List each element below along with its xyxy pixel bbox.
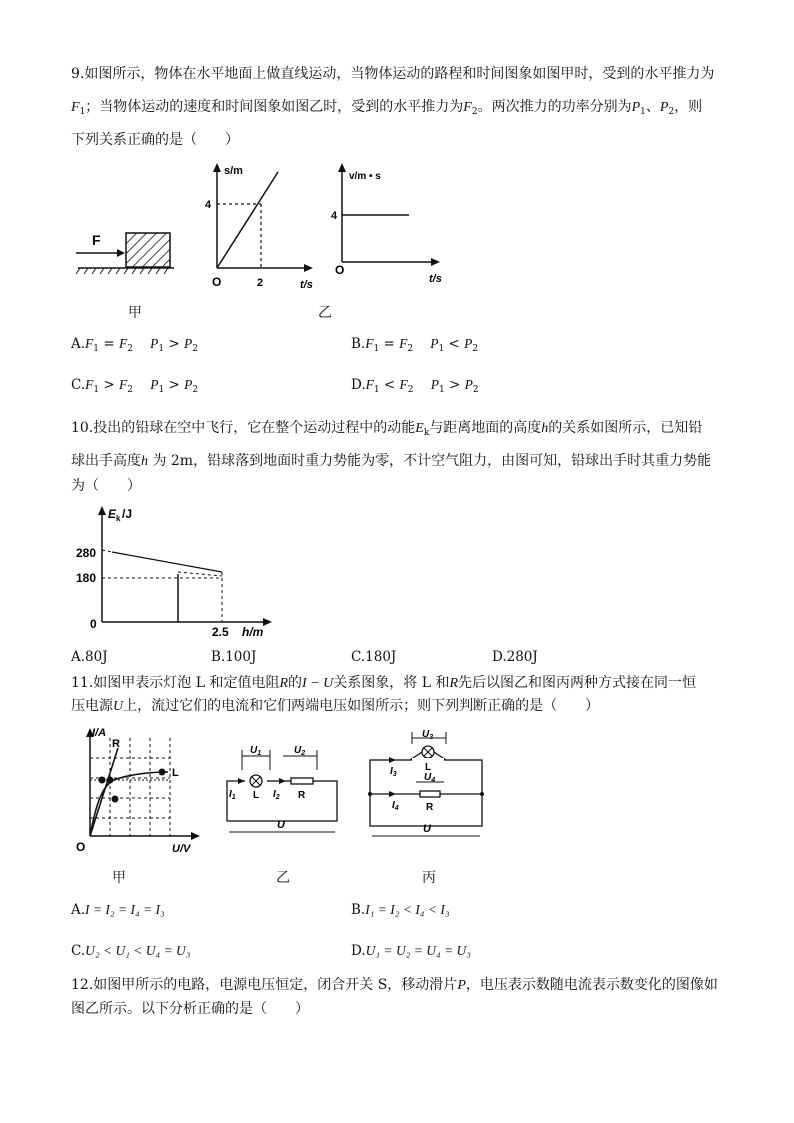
q9b-s3: 1 — [438, 344, 445, 354]
q11-option-d[interactable] — [351, 942, 471, 960]
parallel-arrow-mid — [389, 791, 396, 797]
vt-xlabel: t/s — [429, 273, 442, 285]
q11-IU: I − U — [302, 676, 334, 691]
q9-stem-line3: 下列关系正确的是（ ） — [71, 132, 239, 148]
vt-origin: O — [335, 263, 345, 277]
iu-ylabel: I/A — [92, 727, 107, 739]
q12-stem-line2: 图乙所示。以下分析正确的是（ ） — [71, 1001, 309, 1017]
q9b-P2: P — [464, 336, 473, 351]
q9d-rel1: < — [383, 377, 396, 393]
series-U1-t: U — [250, 745, 258, 756]
q11-option-b-letter: B. — [351, 902, 366, 918]
q9-sep: 、 — [645, 99, 660, 115]
q11-line1c: 关系图象，将 L 和 — [333, 675, 450, 691]
q11-option-d-text: U₁ = U₂ = U₄ = U₃ — [365, 943, 471, 958]
q10-h: h — [541, 421, 549, 436]
q9-caption-yi: 乙 — [318, 305, 332, 321]
q10-option-d[interactable]: D.280J — [492, 649, 538, 665]
q12-line1a: 12.如图甲所示的电路，电源电压恒定，闭合开关 S，移动滑片 — [71, 977, 458, 993]
st-y4: 4 — [205, 199, 212, 211]
ekh-y-arrow — [98, 506, 106, 515]
q10-option-c[interactable]: C.180J — [351, 649, 397, 665]
q9-sym-sub2: 2 — [471, 107, 478, 117]
q10-line1c: 的关系如图所示，已知铅 — [548, 420, 703, 436]
vt-x-arrow — [431, 258, 440, 266]
q9c-s1: 1 — [93, 385, 100, 395]
q9a-F1: F — [85, 336, 94, 351]
q9-stem-line2c: ，则 — [674, 99, 703, 115]
q9-force-label: F — [92, 232, 101, 248]
ekh-ylabel-unit: /J — [122, 507, 133, 521]
q10-ek-h-graph — [70, 502, 280, 642]
q12-stem-line1 — [71, 975, 718, 996]
q9-option-d-letter: D. — [351, 377, 366, 393]
st-x-arrow — [304, 264, 313, 272]
q11-option-b-text: I₁ = I₂ < I₄ < I₃ — [365, 902, 450, 917]
q9d-F1: F — [365, 377, 374, 392]
parallel-U: U — [423, 823, 431, 835]
q9b-s4: 2 — [472, 344, 479, 354]
q9d-s1: 1 — [373, 385, 380, 395]
q9a-s1: 1 — [93, 344, 100, 354]
iu-R-label: R — [112, 738, 120, 750]
st-ylabel: s/m — [224, 165, 243, 177]
q9b-P1: P — [430, 336, 439, 351]
parallel-I3-s: 3 — [392, 771, 397, 778]
q9-stem-line1: 9.如图所示，物体在水平地面上做直线运动，当物体运动的路程和时间图象如图甲时，受到的水平推力为 — [71, 66, 715, 82]
iu-point-4 — [159, 769, 166, 776]
ekh-seg2 — [178, 572, 222, 576]
series-U2-s: 2 — [301, 750, 306, 757]
series-I2 — [273, 789, 280, 801]
q9-sym-F2: F — [463, 100, 472, 115]
st-xlabel: t/s — [300, 279, 313, 291]
ekh-y280: 280 — [76, 546, 97, 560]
q9-sym-P2: P — [659, 100, 669, 115]
ekh-line — [112, 552, 222, 572]
parallel-I4 — [392, 800, 399, 812]
q11-line1a: 11.如图甲表示灯泡 L 和定值电阻 — [71, 675, 280, 691]
parallel-junction-left — [368, 792, 372, 796]
q11-line1b: 的 — [288, 675, 303, 691]
iu-L-label: L — [172, 767, 179, 779]
q9c-P1: P — [150, 377, 159, 392]
q9b-F1: F — [365, 336, 374, 351]
q9a-P2: P — [183, 336, 193, 351]
vt-ylabel: v/m • s — [349, 171, 381, 182]
q11-option-c[interactable] — [71, 942, 191, 960]
series-R: R — [298, 790, 306, 801]
q9-stem-line2 — [71, 97, 702, 122]
series-I1 — [229, 789, 236, 801]
parallel-I4-t: I — [392, 800, 395, 811]
series-I1-t: I — [229, 789, 232, 800]
q9-option-a[interactable] — [71, 335, 198, 358]
iu-point-2 — [107, 777, 114, 784]
series-I1-s: 1 — [231, 794, 236, 801]
q10-stem-line2 — [71, 451, 711, 472]
q9a-P1: P — [150, 336, 159, 351]
ekh-280-dash — [102, 550, 112, 552]
q9-sym-F: F — [71, 100, 80, 115]
iu-point-3 — [112, 796, 119, 803]
series-resistor — [291, 778, 313, 784]
q12-line1b: ，电压表示数随电流表示数变化的图像如 — [465, 977, 718, 993]
q9b-rel1: = — [383, 336, 395, 352]
st-x2: 2 — [257, 277, 264, 289]
parallel-arrow-top — [389, 757, 396, 763]
parallel-L: L — [425, 762, 432, 773]
parallel-U4 — [424, 772, 435, 784]
q12-P: P — [457, 978, 466, 993]
q9-sym-sub: 1 — [79, 107, 86, 117]
q10-option-b[interactable]: B.100J — [211, 649, 257, 665]
ekh-ylabel-sub: k — [116, 514, 121, 523]
q11-option-b[interactable] — [351, 901, 450, 919]
q9b-s2: 2 — [407, 344, 414, 354]
vt-y-arrow — [338, 163, 346, 172]
parallel-I4-s: 4 — [394, 805, 399, 812]
q9c-s3: 1 — [158, 385, 165, 395]
q11-series-circuit — [225, 742, 345, 842]
q9d-rel2: > — [448, 377, 461, 393]
iu-xlabel: U/V — [172, 843, 191, 855]
iu-origin: O — [76, 840, 86, 854]
q9a-s3: 1 — [158, 344, 165, 354]
series-U1-s: 1 — [257, 750, 262, 757]
q11-line2b: 上，流过它们的电流和它们两端电压如图所示；则下列判断正确的是（ ） — [123, 698, 600, 714]
series-arrow2 — [279, 778, 286, 784]
q9c-s2: 2 — [127, 385, 134, 395]
q9c-F2: F — [119, 377, 128, 392]
q9c-rel1: > — [103, 377, 115, 393]
q11-stem-line2 — [71, 696, 599, 717]
q9-stem-line2a: ；当物体运动的速度和时间图象如图乙时，受到的水平推力为 — [85, 99, 464, 115]
series-I2-t: I — [273, 789, 276, 800]
q10-stem-line1 — [71, 418, 702, 443]
q11-caption-yi: 乙 — [276, 870, 290, 886]
q11-caption-bing: 丙 — [422, 870, 436, 886]
parallel-U4-t: U — [424, 772, 432, 783]
q10-h2: h — [141, 454, 148, 469]
q11-stem-line1 — [71, 673, 696, 694]
q11-R: R — [279, 676, 289, 691]
ekh-origin: 0 — [90, 617, 97, 631]
q9d-s3: 1 — [438, 385, 445, 395]
q9d-s2: 2 — [407, 385, 414, 395]
parallel-U3 — [422, 729, 433, 741]
series-U2-t: U — [294, 745, 302, 756]
q9-option-c[interactable] — [71, 376, 198, 399]
st-origin: O — [212, 275, 222, 289]
iu-point-1 — [99, 777, 106, 784]
q11-option-d-letter: D. — [351, 943, 366, 959]
q11-option-c-text: U₂ < U₁ < U₄ = U₃ — [85, 943, 191, 958]
q9a-rel2: > — [168, 336, 180, 352]
parallel-U3-t: U — [422, 729, 430, 740]
st-line — [217, 172, 278, 268]
q9-option-c-letter: C. — [71, 377, 86, 393]
q9-option-d[interactable] — [351, 376, 479, 399]
q9b-rel2: < — [448, 336, 460, 352]
series-U1 — [250, 745, 261, 757]
iu-grid — [90, 738, 170, 836]
q10-stem-line3: 为（ ） — [71, 478, 141, 494]
parallel-R: R — [426, 802, 434, 813]
q11-line1d: 先后以图乙和图丙两种方式接在同一恒 — [458, 675, 697, 691]
q11-iu-graph — [72, 724, 222, 859]
st-y-arrow — [213, 163, 221, 172]
q9b-s1: 1 — [373, 344, 380, 354]
series-U: U — [277, 819, 285, 831]
ekh-x25: 2.5 — [212, 625, 229, 639]
q9-block — [126, 233, 170, 267]
series-L: L — [253, 790, 260, 801]
q9-sym-P1: P — [631, 100, 641, 115]
q11-parallel-circuit — [366, 728, 491, 843]
series-I2-s: 2 — [275, 794, 280, 801]
q9-caption-jia: 甲 — [128, 305, 142, 321]
iu-x-arrow — [191, 832, 200, 840]
q10-Ek: E — [415, 421, 424, 436]
q11-option-a-letter: A. — [71, 902, 86, 918]
q10-line2a: 球出手高度 — [71, 453, 141, 469]
q11-option-a[interactable] — [71, 901, 165, 919]
q9d-P2: P — [464, 377, 473, 392]
q9c-s4: 2 — [192, 385, 199, 395]
q10-Ek-sub: k — [423, 428, 430, 438]
q9-option-a-letter: A. — [71, 336, 86, 352]
q11-option-c-letter: C. — [71, 943, 86, 959]
q9-force-arrowhead — [117, 249, 125, 257]
q9-ground-hatch — [76, 268, 168, 274]
q9d-P1: P — [430, 377, 439, 392]
q11-line2a: 压电源 — [71, 698, 113, 714]
parallel-I3 — [390, 766, 397, 778]
q9a-rel1: = — [103, 336, 115, 352]
iu-line-R — [90, 748, 118, 836]
series-arrow1 — [238, 778, 245, 784]
q10-line1a: 10.投出的铅球在空中飞行，它在整个运动过程中的动能 — [71, 420, 416, 436]
q9-sym-sub4: 2 — [668, 107, 675, 117]
q11-U: U — [113, 699, 124, 714]
q9-vt-graph — [325, 160, 455, 290]
q9-st-graph — [200, 160, 320, 290]
q9a-F2: F — [118, 336, 128, 351]
q9c-rel2: > — [168, 377, 180, 393]
q9a-s2: 2 — [127, 344, 133, 354]
q9d-F2: F — [399, 377, 408, 392]
q11-caption-jia: 甲 — [112, 870, 126, 886]
ekh-xlabel: h/m — [242, 625, 264, 639]
q9-stem-line2b: 。两次推力的功率分别为 — [477, 99, 632, 115]
ekh-y180: 180 — [76, 571, 97, 585]
q9b-F2: F — [399, 336, 408, 351]
series-loop — [227, 781, 337, 821]
q10-line1b: 与距离地面的高度 — [429, 420, 542, 436]
q9c-P2: P — [184, 377, 193, 392]
q9-sym-sub3: 1 — [640, 107, 646, 117]
parallel-U4-s: 4 — [431, 777, 436, 784]
vt-y4: 4 — [331, 210, 338, 222]
q10-option-a[interactable]: A.80J — [71, 649, 108, 665]
q9-figure-block — [70, 220, 180, 280]
q9c-F1: F — [85, 377, 94, 392]
q9d-s4: 2 — [472, 385, 479, 395]
ekh-x-arrow — [263, 618, 272, 626]
parallel-junction-right — [480, 792, 484, 796]
ekh-ylabel-E: E — [108, 507, 117, 521]
q9-option-b-letter: B. — [351, 336, 366, 352]
q9-option-b[interactable] — [351, 335, 478, 358]
q11-R2: R — [449, 676, 459, 691]
parallel-U3-s: 3 — [429, 734, 434, 741]
q10-line2b: 为 2m，铅球落到地面时重力势能为零，不计空气阻力，由图可知，铅球出手时其重力势能 — [152, 453, 712, 469]
parallel-resistor — [420, 791, 440, 797]
series-U2 — [294, 745, 305, 757]
q11-option-a-text: I = I₂ = I₄ = I₃ — [85, 902, 165, 917]
q9a-s4: 2 — [192, 344, 198, 354]
parallel-I3-t: I — [390, 766, 393, 777]
